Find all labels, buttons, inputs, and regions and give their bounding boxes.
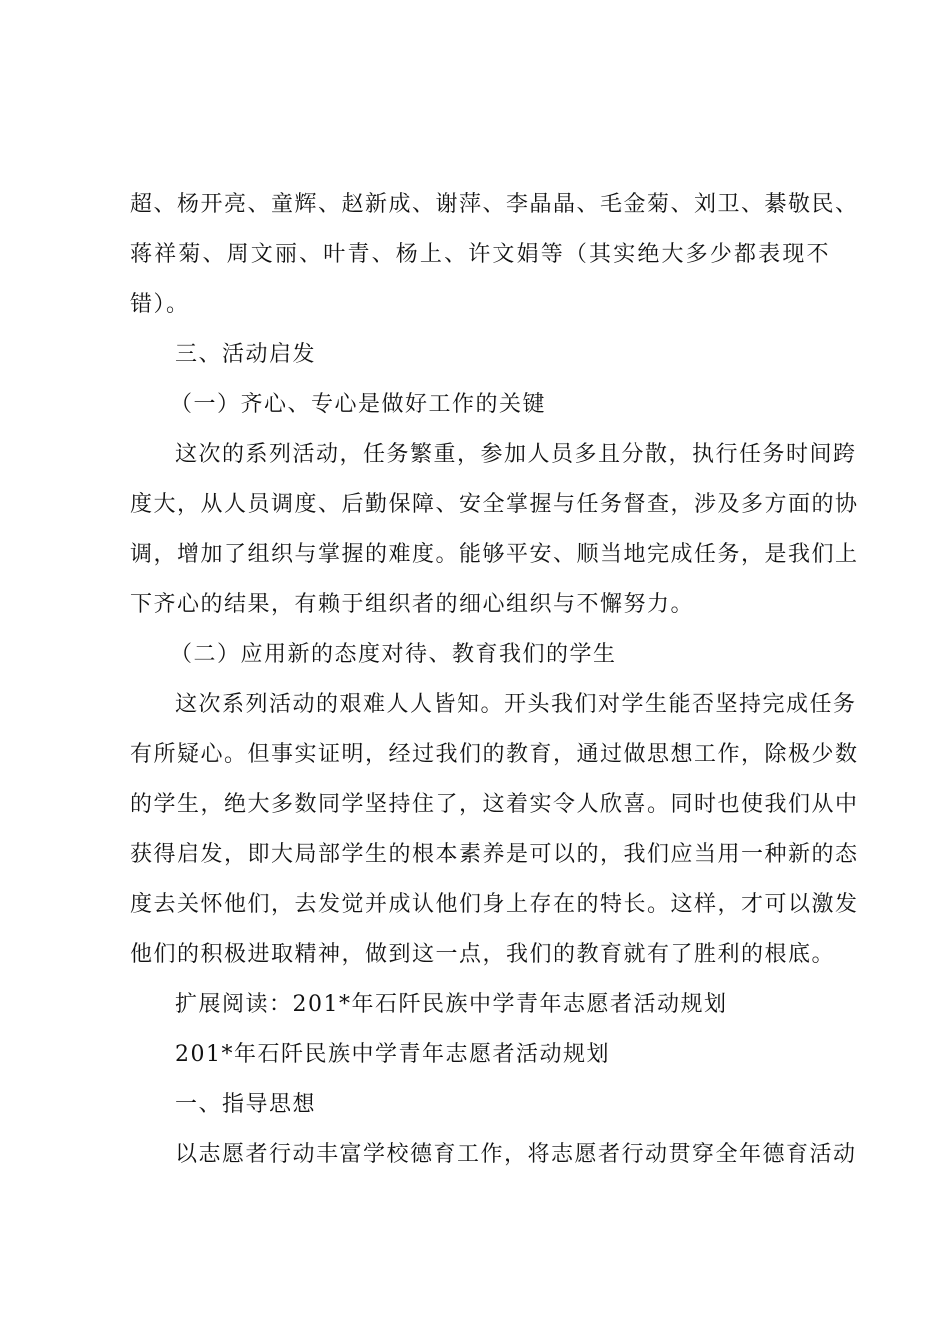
paragraph-line: 错）。 bbox=[130, 292, 190, 317]
paragraph-line: 的学生，绝大多数同学坚持住了，这着实令人欣喜。同时也使我们从中 bbox=[130, 792, 859, 817]
section-heading: 一、指导思想 bbox=[175, 1092, 317, 1117]
paragraph-line: 度去关怀他们，去发觉并成认他们身上存在的特长。这样，才可以激发 bbox=[130, 892, 859, 917]
paragraph-line: 有所疑心。但事实证明，经过我们的教育，通过做思想工作，除极少数 bbox=[130, 742, 859, 767]
paragraph-line: 超、杨开亮、童辉、赵新成、谢萍、李晶晶、毛金菊、刘卫、綦敬民、 bbox=[130, 192, 859, 217]
paragraph-line: 获得启发，即大局部学生的根本素养是可以的，我们应当用一种新的态 bbox=[130, 842, 859, 867]
paragraph-line: 以志愿者行动丰富学校德育工作，将志愿者行动贯穿全年德育活动 bbox=[175, 1142, 857, 1167]
document-title-line: 201*年石阡民族中学青年志愿者活动规划 bbox=[175, 1042, 610, 1067]
paragraph-line: 蒋祥菊、周文丽、叶青、杨上、许文娟等（其实绝大多少都表现不 bbox=[130, 242, 830, 267]
subsection-heading: （一）齐心、专心是做好工作的关键 bbox=[170, 392, 547, 417]
section-heading: 三、活动启发 bbox=[175, 342, 317, 367]
paragraph-line: 度大，从人员调度、后勤保障、安全掌握与任务督查，涉及多方面的协 bbox=[130, 492, 859, 517]
paragraph-line: 下齐心的结果，有赖于组织者的细心组织与不懈努力。 bbox=[130, 592, 695, 617]
extended-reading-line: 扩展阅读：201*年石阡民族中学青年志愿者活动规划 bbox=[175, 992, 728, 1017]
paragraph-line: 这次系列活动的艰难人人皆知。开头我们对学生能否坚持完成任务 bbox=[175, 692, 857, 717]
paragraph-line: 他们的积极进取精神，做到这一点，我们的教育就有了胜利的根底。 bbox=[130, 942, 836, 967]
paragraph-line: 这次的系列活动，任务繁重，参加人员多且分散，执行任务时间跨 bbox=[175, 442, 857, 467]
subsection-heading: （二）应用新的态度对待、教育我们的学生 bbox=[170, 642, 617, 667]
paragraph-line: 调，增加了组织与掌握的难度。能够平安、顺当地完成任务，是我们上 bbox=[130, 542, 859, 567]
